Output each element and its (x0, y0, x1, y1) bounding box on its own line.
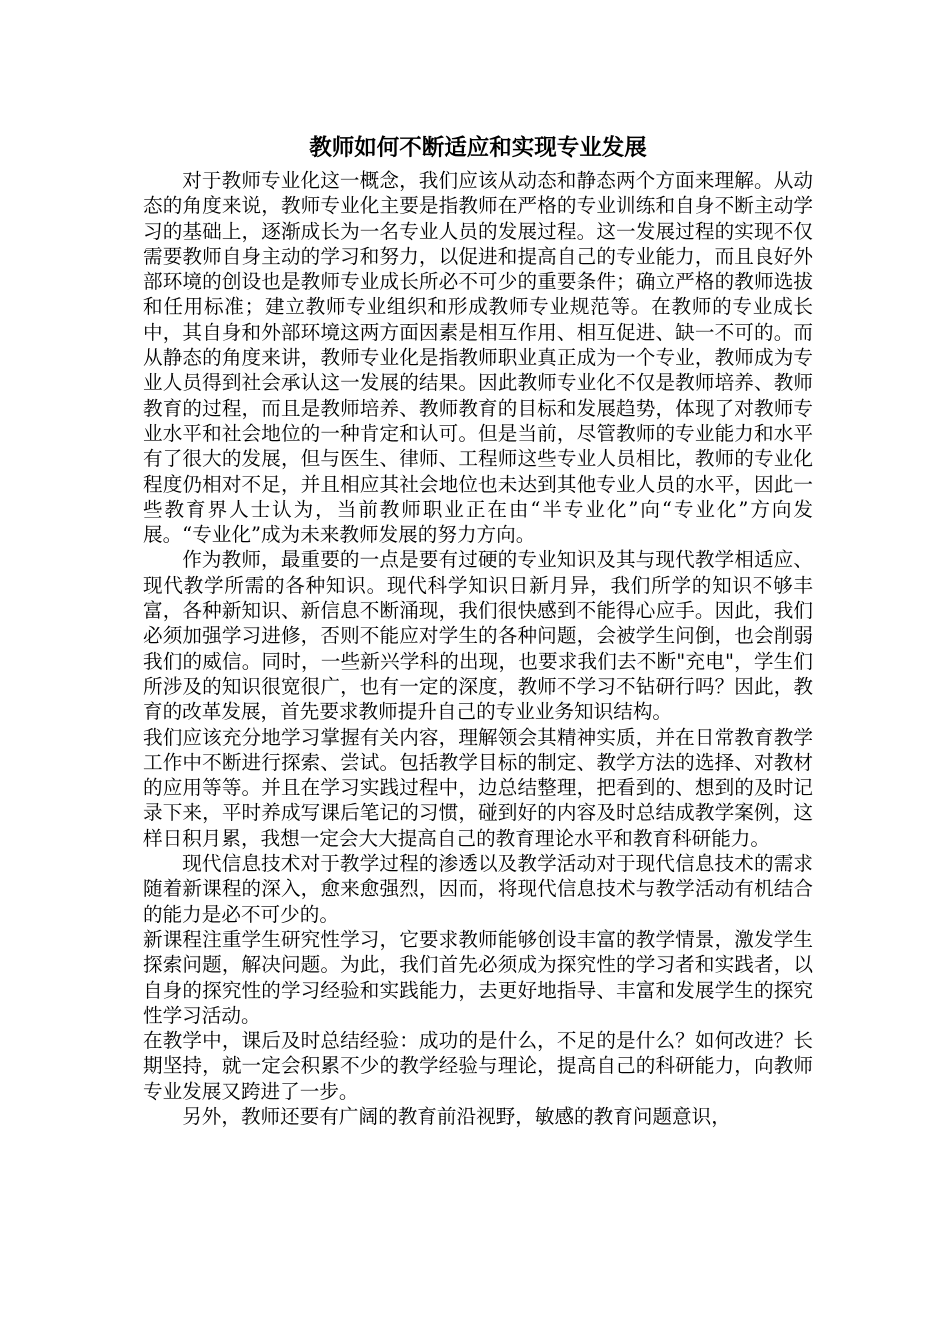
document-body (143, 130, 813, 1129)
paragraph-2: 作为教师，最重要的一点是要有过硬的专业知识及其与现代教学相适应、现代教学所需的各种知识。现代科学知识日新月异，我们所学的知识不够丰富，各种新知识、新信息不断涌现，我们很快感到不能得心应手。因此，我们必须加强学习进修，否则不能应对学生的各种问题，会被学生问倒，也会削弱我们的威信。同时，一些新兴学科的出现，也要求我们去不断"充电"，学生们所涉及的知识很宽很广，也有一定的深度，教师不学习不钻研行吗？因此，教育的改革发展，首先要求教师提升自己的专业业务知识结构。 (143, 548, 813, 724)
paragraph-4: 现代信息技术对于教学过程的渗透以及教学活动对于现代信息技术的需求随着新课程的深入，愈来愈强烈，因而，将现代信息技术与教学活动有机结合的能力是必不可少的。 (143, 852, 813, 926)
paragraph-5: 新课程注重学生研究性学习，它要求教师能够创设丰富的教学情景，激发学生探索问题，解决问题。为此，我们首先必须成为探究性的学习者和实践者，以自身的探究性的学习经验和实践能力，去更好地指导、丰富和发展学生的探究性学习活动。 (143, 927, 813, 1027)
paragraph-1: 对于教师专业化这一概念，我们应该从动态和静态两个方面来理解。从动态的角度来说，教师专业化主要是指教师在严格的专业训练和自身不断主动学习的基础上，逐渐成长为一名专业人员的发展过程。这一发展过程的实现不仅需要教师自身主动的学习和努力，以促进和提高自己的专业能力，而且良好外部环境的创设也是教师专业成长所必不可少的重要条件；确立严格的教师选拔和任用标准；建立教师专业组织和形成教师专业规范等。在教师的专业成长中，其自身和外部环境这两方面因素是相互作用、相互促进、缺一不可的。而从静态的角度来讲，教师专业化是指教师职业真正成为一个专业，教师成为专业人员得到社会承认这一发展的结果。因此教师专业化不仅是教师培养、教师教育的过程，而且是教师培养、教师教育的目标和发展趋势，体现了对教师专业水平和社会地位的一种肯定和认可。但是当前，尽管教师的专业能力和水平有了很大的发展，但与医生、律师、工程师这些专业人员相比，教师的专业化程度仍相对不足，并且相应其社会地位也未达到其他专业人员的水平，因此一些教育界人士认为，当前教师职业正在由“半专业化”向“专业化”方向发展。“专业化”成为未来教师发展的努力方向。 (143, 169, 813, 547)
paragraph-3: 我们应该充分地学习掌握有关内容，理解领会其精神实质，并在日常教育教学工作中不断进行探索、尝试。包括教学目标的制定、教学方法的选择、对教材的应用等等。并且在学习实践过程中，边总结整理，把看到的、想到的及时记录下来，平时养成写课后笔记的习惯，碰到好的内容及时总结成教学案例，这样日积月累，我想一定会大大提高自己的教育理论水平和教育科研能力。 (143, 725, 813, 850)
document-title: 教师如何不断适应和实现专业发展 (309, 135, 647, 161)
paragraph-6: 在教学中，课后及时总结经验：成功的是什么，不足的是什么？如何改进？长期坚持，就一定会积累不少的教学经验与理论，提高自己的科研能力，向教师专业发展又跨进了一步。 (143, 1029, 813, 1103)
paragraph-7: 另外，教师还要有广阔的教育前沿视野，敏感的教育问题意识， (182, 1104, 731, 1128)
